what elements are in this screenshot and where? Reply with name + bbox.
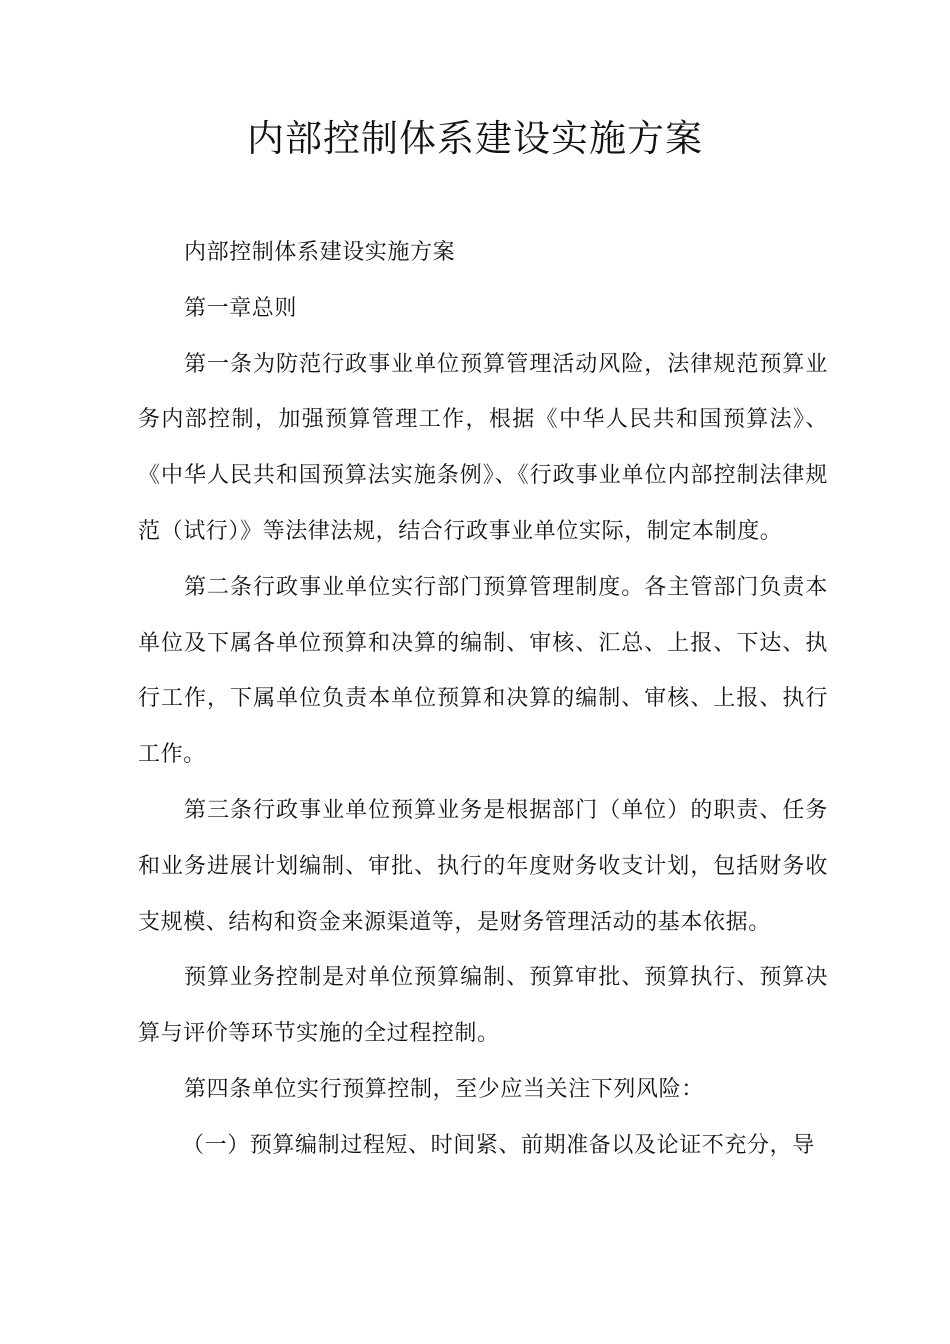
- paragraph-article-2: 第二条行政事业单位实行部门预算管理制度。各主管部门负责本单位及下属各单位预算和决算的编制、审核、汇总、上报、下达、执行工作，下属单位负责本单位预算和决算的编制、审核、上报、执行工作。: [138, 574, 828, 768]
- paragraph-item-1: （一）预算编制过程短、时间紧、前期准备以及论证不充分，导: [182, 1132, 815, 1158]
- paragraph-article-3: 第三条行政事业单位预算业务是根据部门（单位）的职责、任务和业务进展计划编制、审批、执行的年度财务收支计划，包括财务收支规模、结构和资金来源渠道等，是财务管理活动的基本依据。: [138, 797, 828, 935]
- paragraph-article-4: 第四条单位实行预算控制，至少应当关注下列风险：: [184, 1076, 704, 1102]
- document-title: 内部控制体系建设实施方案: [247, 117, 703, 160]
- paragraph-heading: 内部控制体系建设实施方案: [184, 240, 456, 265]
- paragraph-article-1: 第一条为防范行政事业单位预算管理活动风险，法律规范预算业务内部控制，加强预算管理工作，根据《中华人民共和国预算法》、《中华人民共和国预算法实施条例》、《行政事业单位内部控制法律规范（试行）》等法律法规，结合行政事业单位实际，制定本制度。: [138, 351, 828, 544]
- paragraph-chapter: 第一章总则: [184, 295, 298, 321]
- paragraph-budget-control: 预算业务控制是对单位预算编制、预算审批、预算执行、预算决算与评价等环节实施的全过程控制。: [138, 965, 828, 1047]
- document-body: [138, 225, 828, 1174]
